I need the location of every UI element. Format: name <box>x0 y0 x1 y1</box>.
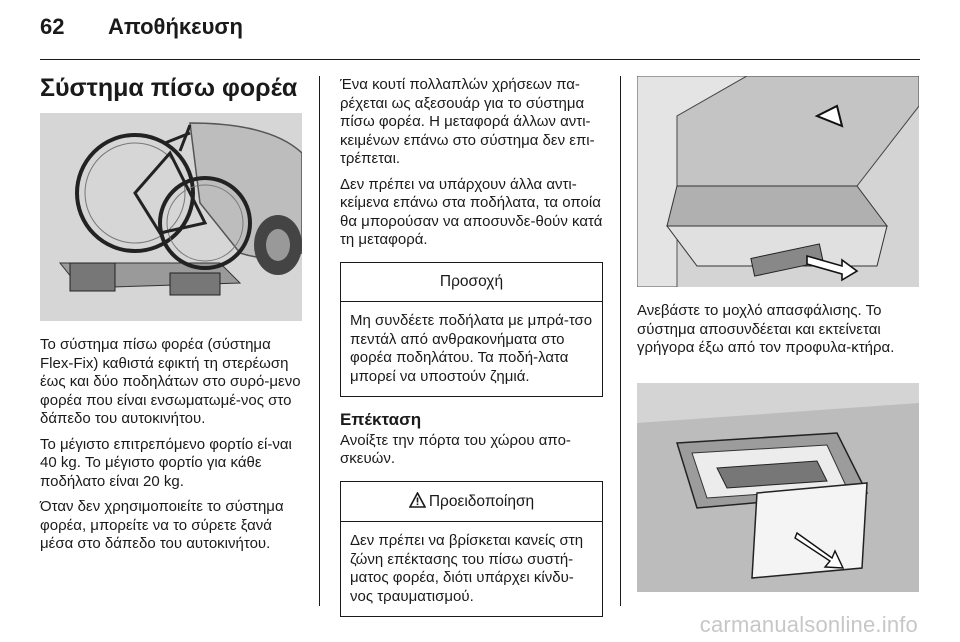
header-rule <box>40 59 920 60</box>
paragraph-unlock: Ανεβάστε το μοχλό απασφάλισης. Το σύστημα αποσυνδέεται και εκτείνεται γρήγορα έξω από τον προφυλα-κτήρα. <box>637 302 895 356</box>
paragraph-2: Το μέγιστο επιτρεπόμενο φορτίο εί-ναι 40 kg. Το μέγιστο φορτίο για κάθε ποδήλατο είναι 20 kg. <box>40 435 292 490</box>
column-divider-1 <box>319 76 320 606</box>
paragraph-3: Όταν δεν χρησιμοποιείτε το σύστημα φορέα, μπορείτε να το σύρετε ξανά μέσα στο δάπεδο του αυτοκινήτου. <box>40 498 284 552</box>
caution-text: Μη συνδέετε ποδήλατα με μπρά-τσο πεντάλ από ανθρακονήματα στο φορέα ποδηλάτου. Τα ποδή-λατα μπορεί να υποστούν ζημιά. <box>350 312 593 385</box>
paragraph-no-objects: Δεν πρέπει να υπάρχουν άλλα αντι-κείμενα επάνω στα ποδήλατα, τα οποία θα μπορούσαν να αποσυνδε-θούν κατά τη μεταφορά. <box>340 175 603 248</box>
trunk-lever-illustration <box>637 76 919 287</box>
column-divider-2 <box>620 76 621 606</box>
paragraph-1: Το σύστημα πίσω φορέα (σύστημα Flex-Fix) καθιστά εφικτή τη στερέωση έως και δύο ποδηλάτων στο συρό-μενο φορέα που είναι ενσωματωμέ-νος στο δάπεδο του αυτοκινήτου. <box>40 336 301 427</box>
extension-text: Ανοίξτε την πόρτα του χώρου απο-σκευών. <box>340 431 571 467</box>
warning-header <box>341 482 602 523</box>
running-head: Αποθήκευση <box>108 14 243 39</box>
bike-carrier-illustration <box>40 113 302 321</box>
paragraph-accessory: Ένα κουτί πολλαπλών χρήσεων πα-ρέχεται ως αξεσουάρ για το σύστημα πίσω φορέα. Η μεταφορά άλλων αντι-κειμένων επάνω στο σύστημα δεν επι-τρέπεται. <box>340 76 595 167</box>
caution-box <box>340 262 603 398</box>
caution-title: Προσοχή <box>341 263 602 303</box>
warning-triangle-icon <box>409 492 426 508</box>
middle-column-text <box>340 76 603 631</box>
page-number: 62 <box>40 14 65 39</box>
warning-title: Προειδοποίηση <box>428 492 535 510</box>
warning-box <box>340 481 603 618</box>
carrier-extending-illustration <box>637 383 919 592</box>
right-column-text <box>637 302 919 365</box>
left-column-text <box>40 336 305 561</box>
watermark: carmanualsonline.info <box>699 612 918 637</box>
extension-heading: Επέκταση <box>340 410 422 429</box>
section-title: Σύστημα πίσω φορέα <box>40 74 298 102</box>
warning-text: Δεν πρέπει να βρίσκεται κανείς στη ζώνη επέκτασης του πίσω συστή-ματος φορέα, διότι υπάρχει κίνδυ-νος τραυματισμού. <box>350 532 584 605</box>
